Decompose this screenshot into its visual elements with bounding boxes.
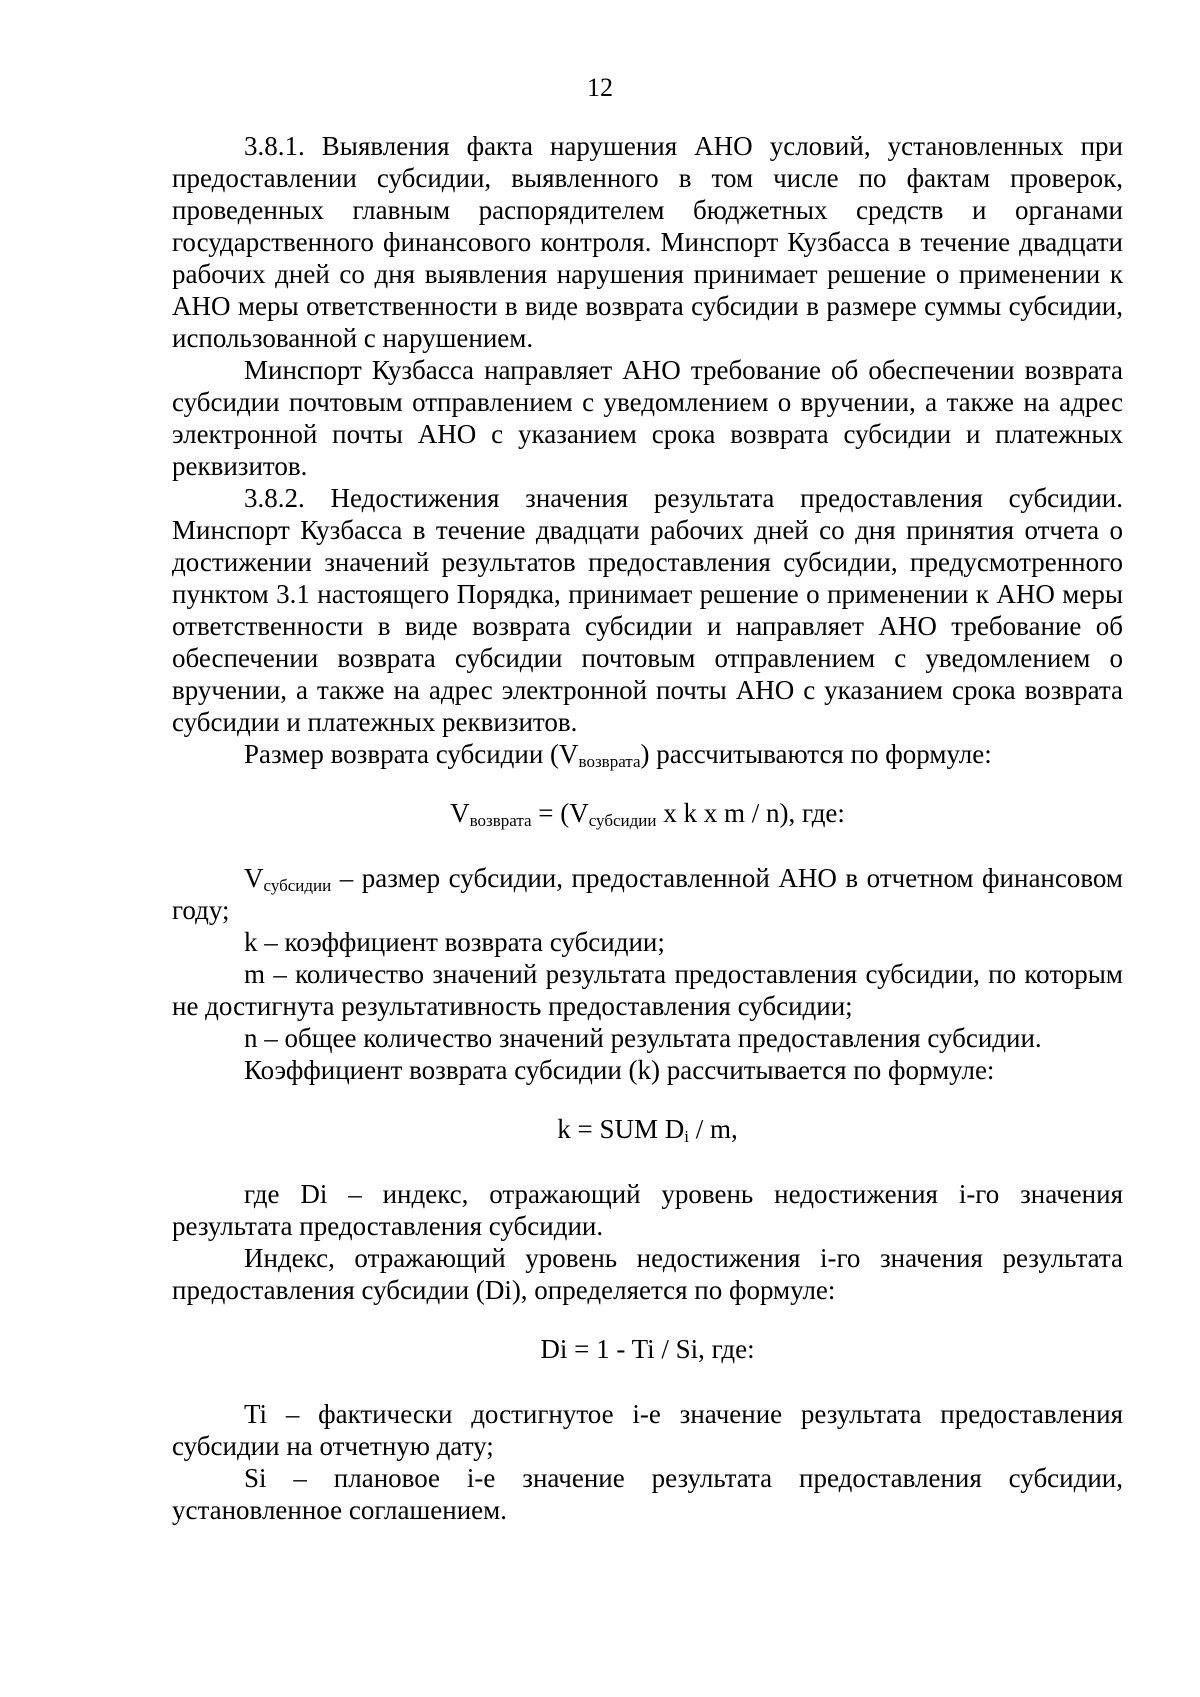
subscript: возврата xyxy=(469,811,532,830)
definition-v-subsidy xyxy=(172,862,1123,926)
subscript: возврата xyxy=(578,752,641,771)
paragraph-3-8-2: 3.8.2. Недостижения значения результата предоставления субсидии. Минспорт Кузбасса в течение двадцати рабочих дней со дня принятия отчета о достижении значений результатов предоставления субсидии, предусмотренного пунктом 3.1 настоящего Порядка, принимает решение о применении к АНО меры ответственности в виде возврата субсидии и направляет АНО требование об обеспечении возврата субсидии почтовым отправлением с уведомлением о вручении, а также на адрес электронной почты АНО с указанием срока возврата субсидии и платежных реквизитов. xyxy=(172,483,1123,737)
formula-index: Di = 1 - Ti / Si, где: xyxy=(540,1334,755,1364)
document-body xyxy=(172,130,1123,1526)
definition-m: m – количество значений результата предоставления субсидии, по которым не достигнута результативность предоставления субсидии; xyxy=(172,959,1123,1021)
subscript: субсидии xyxy=(263,876,332,895)
formula-part: V xyxy=(450,798,470,828)
page-number: 12 xyxy=(587,73,613,102)
formula-part: k = SUM D xyxy=(557,1114,685,1144)
text-segment: Размер возврата субсидии (V xyxy=(244,739,579,769)
subscript: i xyxy=(684,1127,689,1146)
formula-part: / m, xyxy=(688,1114,738,1144)
definition-di: где Di – индекс, отражающий уровень недостижения i-го значения результата предоставления субсидии. xyxy=(172,1179,1123,1241)
definition-text: – размер субсидии, предоставленной АНО в отчетном финансовом году; xyxy=(172,863,1123,925)
text-segment: ) рассчитываются по формуле: xyxy=(640,739,992,769)
definition-si: Si – плановое i-е значение результата предоставления субсидии, установленное соглашением. xyxy=(172,1463,1123,1525)
paragraph-3-8-1: 3.8.1. Выявления факта нарушения АНО условий, установленных при предоставлении субсидии, выявленного в том числе по фактам проверок, проведенных главным распорядителем бюджетных средств и органами государственного финансового контроля. Минспорт Кузбасса в течение двадцати рабочих дней со дня выявления нарушения принимает решение о применении к АНО меры ответственности в виде возврата субсидии в размере суммы субсидии, использованной с нарушением. xyxy=(172,131,1123,353)
paragraph-return-demand: Минспорт Кузбасса направляет АНО требование об обеспечении возврата субсидии почтовым отправлением с уведомлением о вручении, а также на адрес электронной почты АНО с указанием срока возврата субсидии и платежных реквизитов. xyxy=(172,355,1123,481)
definition-n: n – общее количество значений результата предоставления субсидии. xyxy=(244,1023,1042,1053)
formula-part: x k x m / n), где: xyxy=(656,798,845,828)
paragraph-index: Индекс, отражающий уровень недостижения i-го значения результата предоставления субсидии (Di), определяется по формуле: xyxy=(172,1243,1123,1305)
paragraph-coefficient: Коэффициент возврата субсидии (k) рассчитывается по формуле: xyxy=(244,1055,995,1085)
formula-return-size xyxy=(172,797,1123,829)
definition-symbol: V xyxy=(244,863,264,893)
definition-k: k – коэффициент возврата субсидии; xyxy=(244,927,665,957)
paragraph-return-size xyxy=(172,738,1123,770)
subscript: субсидии xyxy=(588,811,657,830)
definition-ti: Ti – фактически достигнутое i-е значение результата предоставления субсидии на отчетную дату; xyxy=(172,1399,1123,1461)
formula-part: = (V xyxy=(531,798,589,828)
formula-coefficient xyxy=(172,1113,1123,1145)
